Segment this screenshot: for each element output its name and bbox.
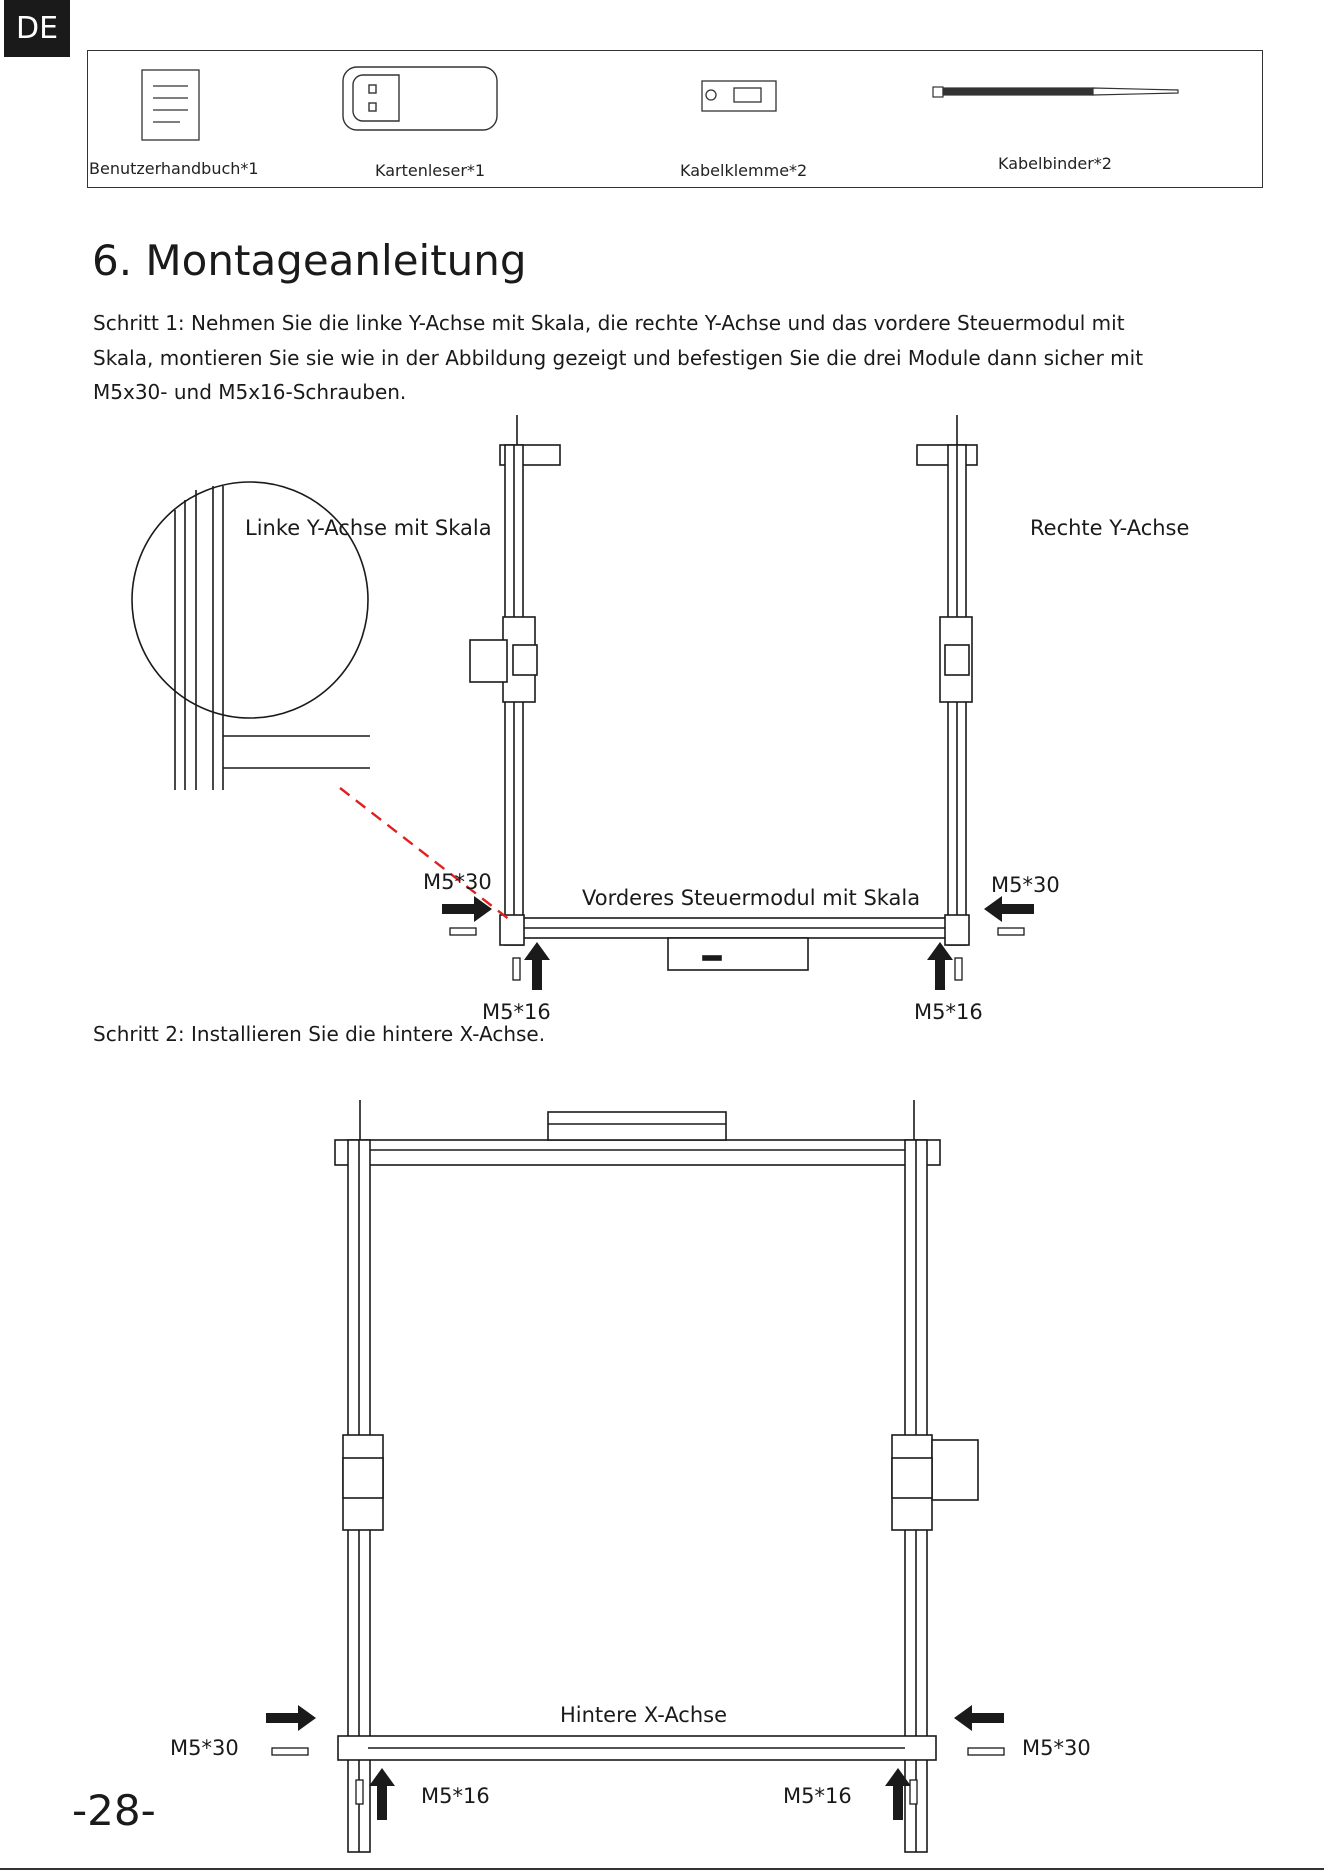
accessory-label-cable-clamp: Kabelklemme*2 xyxy=(680,161,808,180)
figure-step1-diagram xyxy=(0,400,1324,1040)
section-title: 6. Montageanleitung xyxy=(92,236,527,285)
card-reader-icon xyxy=(343,67,497,130)
screw-label-right-m5x30: M5*30 xyxy=(991,873,1060,897)
left-y-axis-label: Linke Y-Achse mit Skala xyxy=(245,516,492,540)
accessory-label-manual: Benutzerhandbuch*1 xyxy=(89,159,259,178)
screw-label-left-m5x16: M5*16 xyxy=(421,1784,490,1808)
screw-label-left-m5x16: M5*16 xyxy=(482,1000,551,1024)
right-y-axis-label: Rechte Y-Achse xyxy=(1030,516,1190,540)
front-module-label: Vorderes Steuermodul mit Skala xyxy=(582,886,921,910)
cable-tie-icon xyxy=(933,87,1178,97)
accessory-label-card-reader: Kartenleser*1 xyxy=(375,161,486,180)
screw-label-left-m5x30: M5*30 xyxy=(423,870,492,894)
screw-label-left-m5x30: M5*30 xyxy=(170,1736,239,1760)
page-number: -28- xyxy=(72,1786,156,1835)
screw-label-right-m5x16: M5*16 xyxy=(783,1784,852,1808)
screw-label-right-m5x16: M5*16 xyxy=(914,1000,983,1024)
page-bottom-rule xyxy=(0,1868,1324,1870)
accessory-label-cable-tie: Kabelbinder*2 xyxy=(998,154,1112,173)
cable-clamp-icon xyxy=(702,81,776,111)
step2-instructions: Schritt 2: Installieren Sie die hintere X-Achse. xyxy=(93,1022,546,1046)
manual-icon xyxy=(142,70,199,140)
screw-label-right-m5x30: M5*30 xyxy=(1022,1736,1091,1760)
language-tab: DE xyxy=(4,0,70,57)
step1-instructions: Schritt 1: Nehmen Sie die linke Y-Achse mit Skala, die rechte Y-Achse und das vordere Steuermodul mit Skala, montieren Sie sie wie in der Abbildung gezeigt und befestigen Sie die drei Module dann sicher mit M5x30- und M5x16-Schrauben. xyxy=(93,311,1144,404)
rear-x-axis-label: Hintere X-Achse xyxy=(560,1703,728,1727)
